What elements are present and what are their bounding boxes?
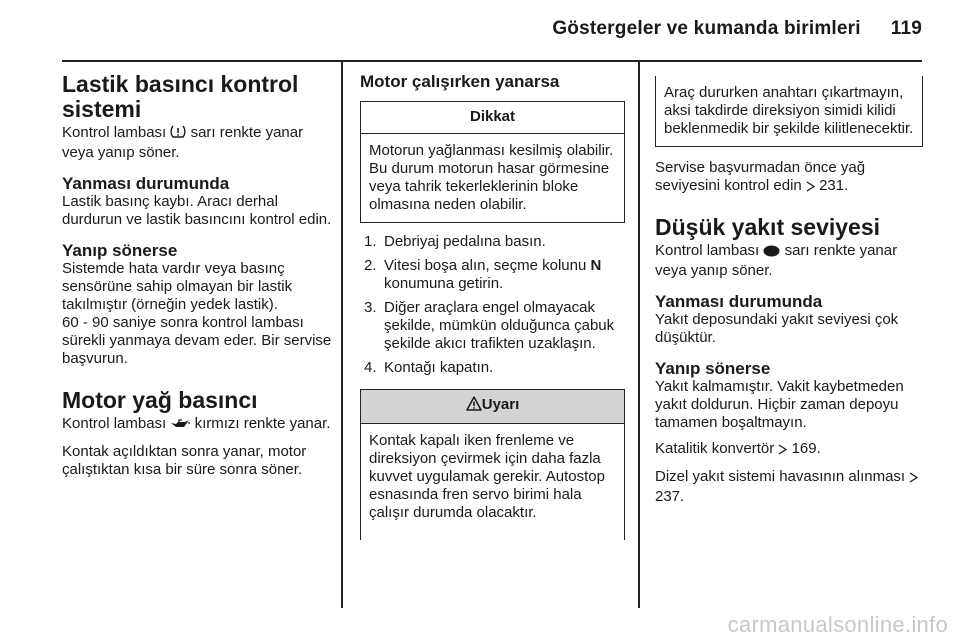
list-item — [360, 299, 625, 353]
catalyst-note-ref: 169. — [791, 440, 821, 457]
list-item-number: 3. — [364, 299, 377, 316]
service-note-text: Servise başvurmadan önce yağ seviyesini kontrol edin — [655, 159, 866, 194]
tpms-flash-text-2: 60 - 90 saniye sonra kontrol lambası sürekli yanmaya devam eder. Bir servise başvurun. — [62, 314, 332, 367]
catalyst-note-text: Katalitik konvertör — [655, 440, 775, 457]
warning-continuation-box — [655, 76, 923, 147]
diesel-note-ref: 237. — [655, 488, 685, 505]
fuel-lit-text: Yakıt deposundaki yakıt seviyesi çok düşüktür. — [655, 311, 899, 346]
section-title-oil: Motor yağ basıncı — [62, 387, 258, 413]
section-title-tpms — [62, 72, 334, 122]
page-ref-icon — [909, 470, 918, 488]
fuel-flash-text: Yakıt kalmamıştır. Vakit kaybetmeden yakıt doldurun. Hiçbir zaman depoyu tamamen boşaltmayın. — [655, 378, 904, 431]
oil-p2: Kontak açıldıktan sonra yanar, motor çalıştıktan kısa bir süre sonra söner. — [62, 443, 307, 478]
tire-pressure-icon — [170, 124, 186, 144]
subheading-tpms-flash: Yanıp sönerse — [62, 241, 178, 260]
oil-can-icon — [170, 417, 190, 435]
column-middle — [360, 72, 625, 540]
list-item — [360, 233, 625, 251]
page-ref-icon — [806, 179, 815, 197]
subheading-engine-running: Motor çalışırken yanarsa — [360, 72, 560, 91]
subheading-fuel-flash: Yanıp sönerse — [655, 359, 771, 378]
section-title-tpms-line2: sistemi — [62, 96, 142, 122]
service-note-ref: 231. — [819, 177, 849, 194]
list-item — [360, 359, 625, 377]
column-right — [655, 76, 923, 506]
gear-neutral-label: N — [590, 257, 602, 274]
list-item — [360, 257, 625, 293]
notice-box — [360, 101, 625, 223]
notice-title: Dikkat — [361, 102, 624, 134]
tpms-lit-text: Lastik basınç kaybı. Aracı derhal durdurun ve lastik basıncını kontrol edin. — [62, 193, 332, 228]
list-item-number: 4. — [364, 359, 377, 376]
fuel-intro-text-b: sarı renkte yanar veya yanıp söner. — [655, 242, 898, 279]
column-divider-1 — [341, 62, 343, 608]
header-title: Göstergeler ve kumanda birimleri — [552, 18, 861, 39]
warning-header — [361, 390, 624, 424]
list-item-text-a: Vitesi boşa alın, seçme kolunu — [384, 257, 591, 274]
subheading-tpms-lit: Yanması durumunda — [62, 174, 230, 193]
notice-text: Motorun yağlanması kesilmiş olabilir. Bu durum motorun hasar görmesine veya tahrik tekerleklerinin bloke olmasına neden olabilir. — [369, 142, 614, 213]
subheading-fuel-lit: Yanması durumunda — [655, 292, 823, 311]
oil-intro-text-b: kırmızı renkte yanar. — [194, 415, 331, 432]
section-title-fuel: Düşük yakıt seviyesi — [655, 214, 881, 240]
warning-text: Kontak kapalı iken frenleme ve direksiyon çevirmek için daha fazla kuvvet uygulamak gerekir. Autostop esnasında fren servo birimi hala çalışır durumda olacaktır. — [369, 432, 605, 521]
list-item-text: Debriyaj pedalına basın. — [384, 233, 546, 250]
warning-box — [360, 389, 625, 540]
oil-intro — [62, 415, 334, 435]
warning-continuation-text: Araç dururken anahtarı çıkartmayın, aksi takdirde direksiyon simidi kilidi beklenmedik bir şekilde kilitlenecektir. — [664, 84, 914, 137]
column-divider-2 — [638, 62, 640, 608]
list-item-number: 2. — [364, 257, 377, 274]
header-rule — [62, 60, 922, 62]
tpms-flash-text-1: Sistemde hata vardır veya basınç sensörüne sahip olmayan bir lastik takılmıştır (örneğin yedek lastik). — [62, 260, 293, 313]
tpms-intro — [62, 124, 334, 162]
procedure-list — [360, 233, 625, 377]
section-title-tpms-line1: Lastik basıncı kontrol — [62, 71, 299, 97]
fuel-intro-text-a: Kontrol lambası — [655, 242, 760, 259]
diesel-note — [655, 468, 923, 506]
fuel-indicator-icon — [763, 244, 780, 262]
fuel-intro — [655, 242, 923, 280]
list-item-number: 1. — [364, 233, 377, 250]
oil-intro-text-a: Kontrol lambası — [62, 415, 167, 432]
warning-title: Uyarı — [481, 396, 520, 413]
tpms-intro-text-b: sarı renkte yanar veya yanıp söner. — [62, 124, 304, 161]
list-item-text: Diğer araçlara engel olmayacak şekilde, mümkün olduğunca çabuk şekilde akıcı trafikten uzaklaşın. — [384, 299, 615, 352]
column-left — [62, 72, 334, 479]
diesel-note-text: Dizel yakıt sistemi havasının alınması — [655, 468, 906, 485]
page-number: 119 — [890, 18, 922, 39]
tpms-intro-text-a: Kontrol lambası — [62, 124, 167, 141]
page-ref-icon — [778, 442, 787, 460]
catalyst-note — [655, 440, 923, 460]
service-note — [655, 159, 923, 197]
warning-triangle-icon — [466, 396, 482, 416]
running-header — [552, 18, 922, 40]
list-item-text: Kontağı kapatın. — [384, 359, 494, 376]
list-item-text-b: konumuna getirin. — [384, 275, 504, 292]
watermark: carmanualsonline.info — [727, 612, 948, 637]
